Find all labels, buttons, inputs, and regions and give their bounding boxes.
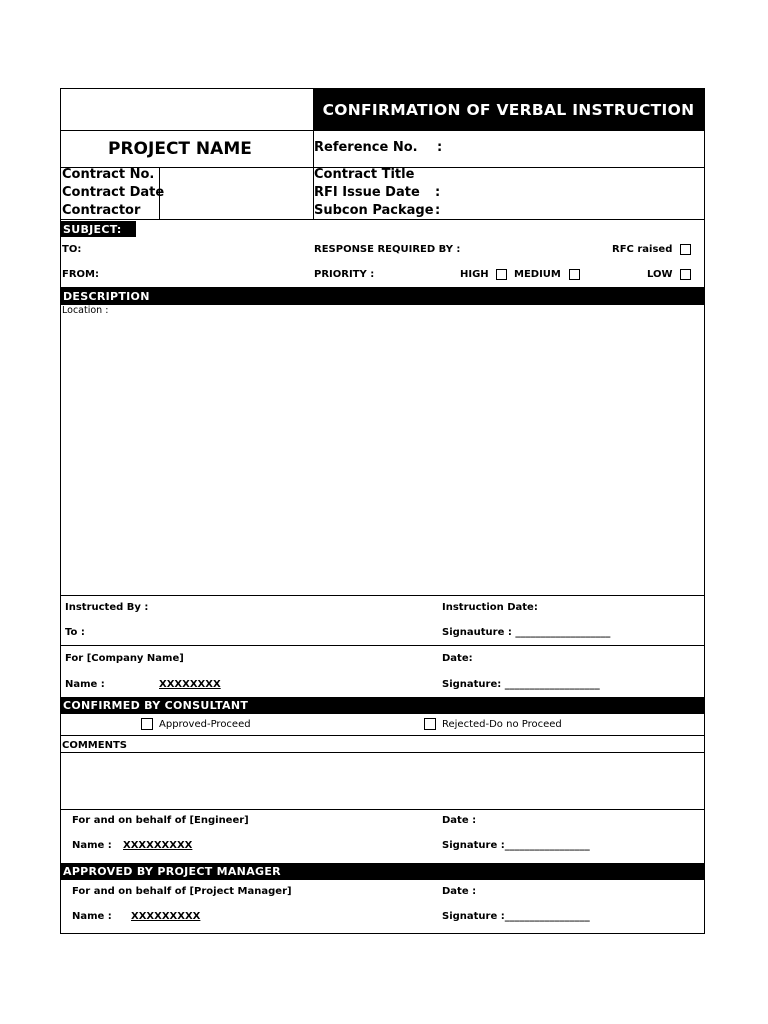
consultant-label: CONFIRMED BY CONSULTANT	[63, 699, 249, 712]
priority-medium-label: MEDIUM	[514, 269, 561, 280]
manager-signature-line: Signature :_________________	[442, 911, 590, 922]
consultant-bar	[61, 697, 704, 714]
divider	[60, 645, 705, 646]
priority-high-checkbox[interactable]	[496, 269, 507, 280]
instructed-by-label: Instructed By :	[65, 602, 149, 613]
approved-checkbox[interactable]	[141, 718, 153, 730]
subcon-package-colon: :	[435, 203, 441, 218]
manager-date-label: Date :	[442, 886, 477, 897]
priority-medium-checkbox[interactable]	[569, 269, 580, 280]
engineer-signature-line: Signature :_________________	[442, 840, 590, 851]
description-label: DESCRIPTION	[63, 289, 150, 303]
divider	[60, 809, 705, 810]
contract-date-label: Contract Date	[62, 185, 165, 200]
approved-label: Approved-Proceed	[159, 719, 251, 730]
reference-label: Reference No.	[314, 140, 418, 155]
to-label: TO:	[62, 244, 82, 255]
divider	[60, 219, 705, 220]
priority-low-label: LOW	[647, 269, 673, 280]
engineer-date-label: Date :	[442, 815, 477, 826]
rejected-label: Rejected-Do no Proceed	[442, 719, 562, 730]
rfi-issue-date-colon: :	[435, 185, 441, 200]
form-title-bar	[313, 89, 704, 130]
description-area[interactable]	[61, 318, 704, 595]
manager-name-value: XXXXXXXXX	[131, 911, 201, 922]
rejected-checkbox[interactable]	[424, 718, 436, 730]
engineer-name-value: XXXXXXXXX	[123, 840, 193, 851]
reference-colon: :	[437, 140, 443, 155]
divider	[60, 595, 705, 596]
priority-high-label: HIGH	[460, 269, 489, 280]
company-name-label: Name :	[65, 679, 105, 690]
from-label: FROM:	[62, 269, 99, 280]
manager-label: APPROVED BY PROJECT MANAGER	[63, 865, 281, 878]
comments-label: COMMENTS	[62, 740, 127, 751]
priority-label: PRIORITY :	[314, 269, 375, 280]
company-signature-line: Signature: ___________________	[442, 679, 600, 690]
divider	[60, 130, 705, 131]
contract-title-label: Contract Title	[314, 167, 415, 182]
divider	[60, 735, 705, 736]
engineer-name-label: Name :	[72, 840, 112, 851]
manager-behalf-label: For and on behalf of [Project Manager]	[72, 886, 292, 897]
priority-low-checkbox[interactable]	[680, 269, 691, 280]
comments-area[interactable]	[61, 753, 704, 808]
response-required-label: RESPONSE REQUIRED BY :	[314, 244, 461, 255]
rfi-issue-date-label: RFI Issue Date	[314, 185, 420, 200]
instruction-signature-line: Signauture : ___________________	[442, 627, 611, 638]
project-name: PROJECT NAME	[108, 139, 252, 159]
company-for-label: For [Company Name]	[65, 653, 184, 664]
company-date-label: Date:	[442, 653, 473, 664]
description-bar	[61, 287, 704, 305]
instruction-to-label: To :	[65, 627, 85, 638]
contractor-label: Contractor	[62, 203, 141, 218]
form-title: CONFIRMATION OF VERBAL INSTRUCTION	[322, 100, 695, 119]
rfc-raised-label: RFC raised	[612, 244, 673, 255]
location-label: Location :	[62, 305, 109, 316]
subject-bar	[61, 221, 136, 237]
contract-no-label: Contract No.	[62, 167, 155, 182]
engineer-behalf-label: For and on behalf of [Engineer]	[72, 815, 249, 826]
subject-label: SUBJECT:	[63, 222, 122, 236]
rfc-raised-checkbox[interactable]	[680, 244, 691, 255]
instruction-date-label: Instruction Date:	[442, 602, 538, 613]
manager-bar	[61, 863, 704, 880]
manager-name-label: Name :	[72, 911, 112, 922]
subcon-package-label: Subcon Package	[314, 203, 434, 218]
company-name-value: XXXXXXXX	[159, 679, 221, 690]
